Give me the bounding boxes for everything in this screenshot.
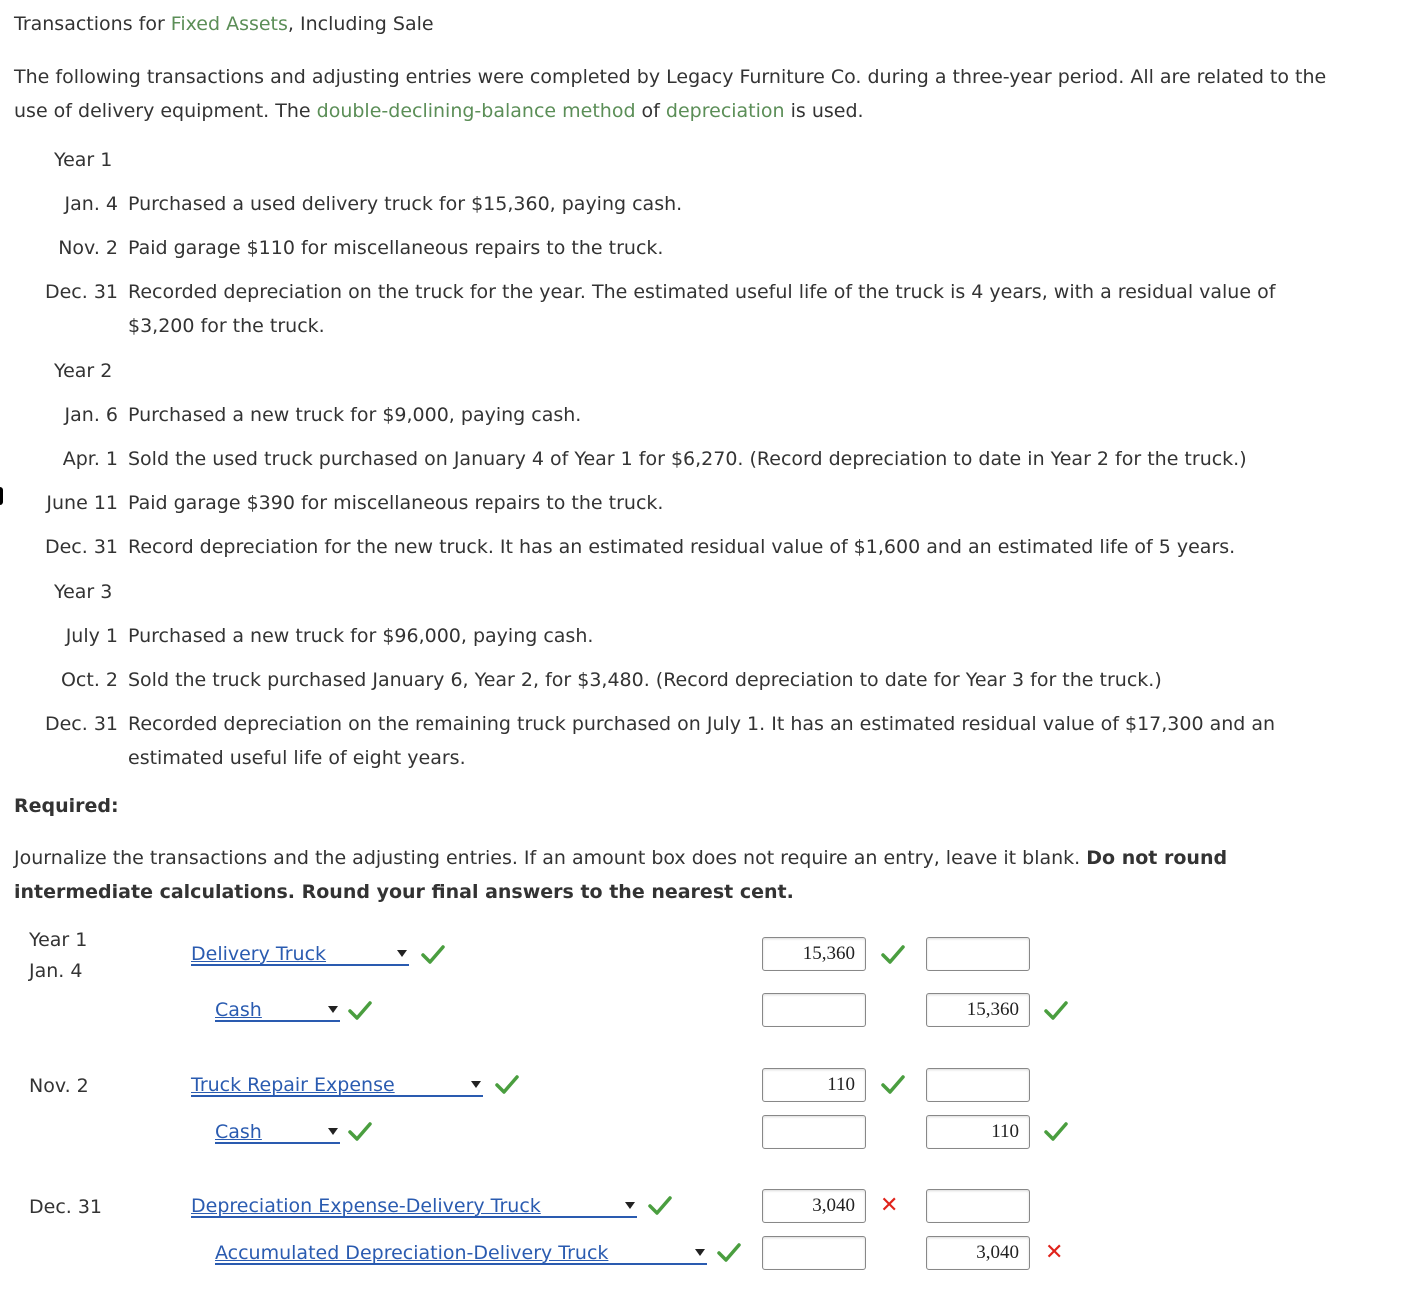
account-select-depreciation-expense[interactable]: Depreciation Expense-Delivery Truck	[191, 1196, 637, 1218]
debit-input[interactable]	[762, 1236, 866, 1270]
transaction-date: Dec. 31	[44, 713, 118, 735]
instructions-line-1: Journalize the transactions and the adjusting entries. If an amount box does not require an entry, leave it blank. Do not round	[14, 847, 1228, 869]
transaction-text: Recorded depreciation on the remaining truck purchased on July 1. It has an estimated residual value of $17,300 and an	[128, 713, 1276, 735]
transaction-date: Jan. 6	[64, 404, 118, 426]
x-mark-icon: ✕	[1045, 1240, 1064, 1265]
journal-date-dec31: Dec. 31	[29, 1196, 103, 1218]
transaction-text-cont: estimated useful life of eight years.	[128, 747, 466, 769]
transaction-text: Paid garage $390 for miscellaneous repairs to the truck.	[128, 492, 664, 514]
credit-input[interactable]	[926, 1068, 1030, 1102]
instructions-line-2: intermediate calculations. Round your final answers to the nearest cent.	[14, 881, 794, 903]
chevron-down-icon	[328, 1006, 338, 1013]
debit-input[interactable]: 15,360	[762, 937, 866, 971]
transaction-date: Jan. 4	[64, 193, 118, 215]
journal-year-label: Year 1	[29, 929, 88, 951]
check-icon	[1043, 1121, 1069, 1143]
credit-input[interactable]: 15,360	[926, 993, 1030, 1027]
debit-input[interactable]	[762, 1115, 866, 1149]
depreciation-link[interactable]: depreciation	[665, 100, 785, 122]
check-icon	[880, 1074, 906, 1096]
check-icon	[1043, 1000, 1069, 1022]
fixed-assets-link[interactable]: Fixed Assets	[170, 13, 288, 35]
chevron-down-icon	[625, 1202, 635, 1209]
transaction-text: Purchased a used delivery truck for $15,360, paying cash.	[128, 193, 683, 215]
check-icon	[716, 1242, 742, 1264]
chevron-down-icon	[695, 1249, 705, 1256]
check-icon	[880, 944, 906, 966]
chevron-down-icon	[471, 1081, 481, 1088]
account-select-cash[interactable]: Cash	[215, 1000, 340, 1022]
journal-date-nov2: Nov. 2	[29, 1075, 89, 1097]
transaction-text-cont: $3,200 for the truck.	[128, 315, 325, 337]
account-select-delivery-truck[interactable]: Delivery Truck	[191, 944, 409, 966]
account-select-cash[interactable]: Cash	[215, 1122, 340, 1144]
check-icon	[647, 1195, 673, 1217]
transaction-text: Purchased a new truck for $96,000, paying cash.	[128, 625, 594, 647]
transaction-date: Nov. 2	[58, 237, 118, 259]
transaction-text: Sold the truck purchased January 6, Year 2, for $3,480. (Record depreciation to date for Year 3 for the truck.)	[128, 669, 1162, 691]
transaction-date: Oct. 2	[60, 669, 118, 691]
transaction-date: Dec. 31	[44, 281, 118, 303]
ddb-method-link[interactable]: double-declining-balance method	[316, 100, 636, 122]
year-2-heading: Year 2	[54, 360, 113, 382]
year-1-heading: Year 1	[54, 149, 113, 171]
chevron-down-icon	[328, 1128, 338, 1135]
credit-input[interactable]: 110	[926, 1115, 1030, 1149]
transaction-text: Purchased a new truck for $9,000, paying cash.	[128, 404, 582, 426]
account-select-accumulated-depreciation[interactable]: Accumulated Depreciation-Delivery Truck	[215, 1243, 707, 1265]
intro-line-2: use of delivery equipment. The double-declining-balance method of depreciation is used.	[14, 100, 864, 122]
transaction-text: Paid garage $110 for miscellaneous repairs to the truck.	[128, 237, 664, 259]
credit-input[interactable]: 3,040	[926, 1236, 1030, 1270]
check-icon	[347, 1000, 373, 1022]
journal-date-jan4: Jan. 4	[29, 960, 83, 982]
check-icon	[420, 944, 446, 966]
credit-input[interactable]	[926, 1189, 1030, 1223]
transaction-date: Dec. 31	[44, 536, 118, 558]
year-3-heading: Year 3	[54, 581, 113, 603]
required-heading: Required:	[14, 795, 119, 817]
debit-input[interactable]: 3,040	[762, 1189, 866, 1223]
x-mark-icon: ✕	[880, 1193, 899, 1218]
page-title: Transactions for Fixed Assets, Including Sale	[14, 13, 434, 35]
credit-input[interactable]	[926, 937, 1030, 971]
account-select-truck-repair-expense[interactable]: Truck Repair Expense	[191, 1075, 483, 1097]
debit-input[interactable]: 110	[762, 1068, 866, 1102]
left-edge-marker	[0, 487, 3, 505]
transaction-date: June 11	[46, 492, 118, 514]
check-icon	[347, 1121, 373, 1143]
intro-line-1: The following transactions and adjusting entries were completed by Legacy Furniture Co. during a three-year period. All are related to the	[14, 66, 1327, 88]
transaction-date: July 1	[65, 625, 118, 647]
transaction-text: Recorded depreciation on the truck for the year. The estimated useful life of the truck is 4 years, with a residual value of	[128, 281, 1276, 303]
chevron-down-icon	[397, 950, 407, 957]
transaction-date: Apr. 1	[62, 448, 118, 470]
debit-input[interactable]	[762, 993, 866, 1027]
transaction-text: Sold the used truck purchased on January 4 of Year 1 for $6,270. (Record depreciation to date in Year 2 for the truck.)	[128, 448, 1247, 470]
check-icon	[494, 1074, 520, 1096]
transaction-text: Record depreciation for the new truck. It has an estimated residual value of $1,600 and an estimated life of 5 years.	[128, 536, 1236, 558]
